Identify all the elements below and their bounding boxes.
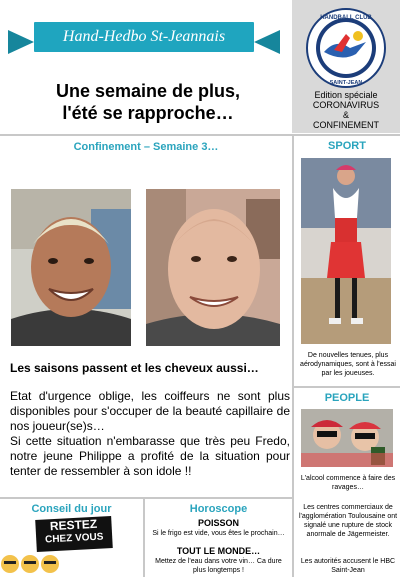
article-paragraph-1: Etat d'urgence oblige, les coiffeurs ne sont plus disponibles pour s'occuper de la beauté capillaire de nos joueur(se)s… bbox=[10, 389, 290, 433]
edition-line-2: CORONAVIRUS bbox=[312, 100, 380, 110]
sidebar-edition-box bbox=[292, 0, 400, 133]
sport-title: SPORT bbox=[328, 140, 366, 152]
photo-caption: Les saisons passent et les cheveux aussi… bbox=[10, 361, 259, 375]
divider-bottom bbox=[0, 497, 292, 499]
newsletter-title: Hand-Hedbo St-Jeannais bbox=[62, 28, 226, 45]
stay-home-sign-line-1: RESTEZ bbox=[49, 516, 98, 534]
people-caption: L'alcool commence à faire des ravages… bbox=[300, 475, 396, 491]
photo-fredo bbox=[11, 189, 131, 346]
banner-tail-right bbox=[254, 30, 280, 54]
main-section-title: Confinement – Semaine 3… bbox=[73, 141, 219, 153]
conseil-title: Conseil du jour bbox=[31, 503, 112, 515]
horoscope-text-1: Si le frigo est vide, vous êtes le prochain… bbox=[152, 530, 285, 537]
horoscope-title: Horoscope bbox=[189, 503, 248, 515]
banner-tail-left bbox=[8, 30, 34, 54]
divider-side bbox=[294, 386, 400, 388]
horoscope-sign-1: POISSON bbox=[197, 518, 239, 528]
main-article bbox=[10, 389, 290, 479]
divider-vertical bbox=[292, 134, 294, 577]
divider-top bbox=[0, 134, 400, 136]
header-banner bbox=[8, 20, 280, 56]
headline bbox=[20, 80, 276, 124]
photo-philippe bbox=[146, 189, 280, 346]
sport-caption: De nouvelles tenues, plus aérodynamiques, sont à l'essai par les joueuses. bbox=[300, 352, 396, 377]
club-logo bbox=[306, 8, 386, 88]
sport-photo bbox=[301, 158, 391, 344]
logo-text-top: HANDBALL CLUB bbox=[320, 15, 372, 21]
headline-line-1: Une semaine de plus, bbox=[55, 81, 241, 101]
edition-label bbox=[292, 90, 400, 130]
people-paragraph: Les centres commerciaux de l'agglomération Toulousaine ont signalé une rupture de stock anormale de Jägermeister. bbox=[298, 504, 398, 538]
logo-text-bottom: SAINT-JEAN bbox=[329, 80, 363, 86]
horoscope-sign-2: TOUT LE MONDE… bbox=[176, 546, 261, 556]
horoscope-text-2: Mettez de l'eau dans votre vin… Ca dure plus longtemps ! bbox=[155, 558, 282, 574]
emoji-faces bbox=[0, 550, 60, 577]
stay-home-sign bbox=[35, 516, 113, 552]
edition-line-4: CONFINEMENT bbox=[313, 120, 379, 130]
stay-home-sign-line-2: CHEZ VOUS bbox=[44, 531, 104, 546]
article-paragraph-2: Si cette situation n'embarasse que très peu Fredo, notre jeune Philippe a profité de la situation pour tenter de ressembler à son idole !! bbox=[10, 434, 290, 478]
people-note: Les autorités accusent le HBC Saint-Jean bbox=[300, 558, 396, 574]
people-photo bbox=[301, 409, 393, 467]
edition-line-3: & bbox=[342, 110, 349, 120]
edition-line-1: Edition spéciale bbox=[314, 90, 378, 100]
people-title: PEOPLE bbox=[324, 392, 370, 404]
headline-line-2: l'été se rapproche… bbox=[62, 103, 234, 123]
